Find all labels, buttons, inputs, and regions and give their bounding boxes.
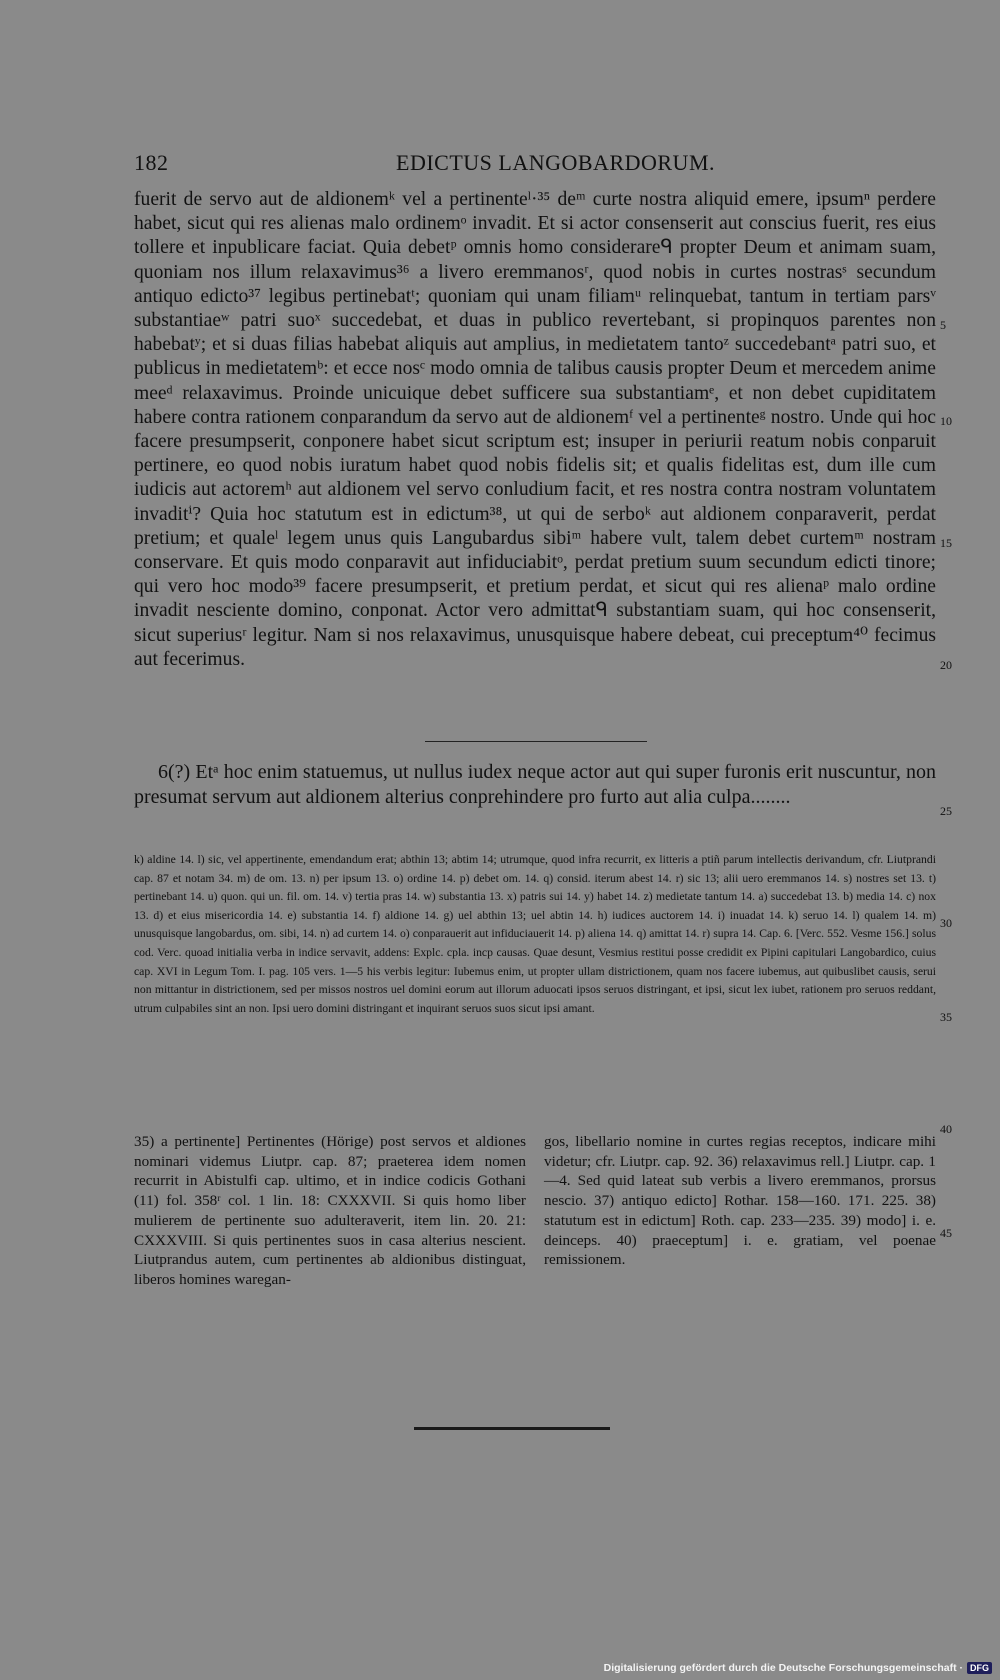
section-divider	[425, 741, 647, 742]
end-ornament-rule	[414, 1427, 610, 1430]
line-number: 45	[940, 1226, 952, 1240]
line-number: 40	[940, 1122, 952, 1136]
line-number: 20	[940, 658, 952, 672]
notes-column-left	[134, 1132, 526, 1290]
page-number: 182	[134, 150, 169, 175]
line-number: 25	[940, 804, 952, 818]
notes-column-right	[544, 1132, 936, 1270]
digitization-credit	[604, 1662, 992, 1674]
running-title: EDICTUS LANGOBARDORUM.	[396, 150, 716, 175]
line-number: 35	[940, 1010, 952, 1024]
chapter-6	[134, 760, 936, 810]
line-number: 10	[940, 414, 952, 428]
main-paragraph: fuerit de servo aut de aldionemᵏ vel a pertinenteˡ·³⁵ deᵐ curte nostra aliquid emere, ipsumⁿ perdere habet, sicut qui res alienas malo ordinemᵒ invadit. Et si actor consenserit aut conscius fuerit, res eius tollere et inpublicare faciat. Quia debetᵖ omnis homo considerareᑫ propter Deum et animam suam, quoniam nos illum relaxavimus³⁶ a livero eremmanosʳ, quod nobis in curtes nostrasˢ secundum antiquo edicto³⁷ legibus pertinebatᵗ; quoniam qui unam filiamᵘ relinquebat, tantum in tertiam parsᵛ substantiaeʷ patri suoˣ succedebat, et duas in publico revertebant, si propinquos parentes non habebatʸ; et si duas filias habebat aliquis aut amplius, in medietatem tantoᶻ succedebantᵃ patri suo, et publicus in medietatemᵇ: et ecce nosᶜ modo omnia de talibus causis propter Deum et mercedem anime meeᵈ relaxavimus. Proinde unicuique debet sufficere sua substantiamᵉ, et non debet cupiditatem habere contra rationem conparandum da servo aut de aldionemᶠ vel a pertinenteᵍ nostro. Unde qui hoc facere presumpserit, conponere habet sicut scriptum est; insuper in periurii reatum nobis conparuit pertinere, eo quod nobis iuratum habet quod nobis fidelis sit; et qualis fidelitas est, dum ille cum iudicis aut actoremʰ aut aldionem vel servo conludium facit, et res nostra contra nostram voluntatem invaditⁱ? Quia hoc statutum est in edictum³⁸, ut qui de serboᵏ aut aldionem conparaverit, perdat pretium; et qualeˡ legem unus quis Langubardus sibiᵐ habere vult, talem debet curtemᵐ nostram conservare. Et quis modo conparavit aut infiduciabitᵒ, perdat pretium suum secundum edicti tinore; qui vero hoc modo³⁹ facere presumpserit, et pretium perdat, et sicut qui res alienaᵖ malo ordine invadit nesciente domino, conponat. Actor vero admittatᑫ substantiam suam, qui hoc consenserit, sicut superiusʳ legitur. Nam si nos relaxavimus, unusquisque habere debeat, cui preceptum⁴⁰ fecimus aut fecerimus.	[134, 189, 936, 670]
notes-left-text: 35) a pertinente] Pertinentes (Hörige) post servos et aldiones nominari videmus Liutpr. cap. 87; praeterea idem nomen recurrit in Abistulfi cap. ultimo, et in indice codicis Gothani (11) fol. 358ʳ col. 1 lin. 18: CXXXVII. Si quis homo liber mulierem de pertinente suo adulteraverit, item lin. 20. 21: CXXXVIII. Si quis pertinentes suos in casa alterius nescient. Liutprandus autem, cum pertinentes ab aldionibus distinguat, liberos homines waregan-	[134, 1133, 526, 1288]
line-number: 15	[940, 536, 952, 550]
dfg-logo: DFG	[967, 1662, 992, 1674]
line-number: 5	[940, 318, 946, 332]
critical-apparatus	[134, 851, 936, 1018]
line-number: 30	[940, 916, 952, 930]
chapter-6-text: 6(?) Etᵃ hoc enim statuemus, ut nullus iudex neque actor aut qui super furonis erit nuscuntur, non presumat servum aut aldionem alterius conprehindere pro furto aut alia culpa........	[134, 761, 936, 808]
credit-text: Digitalisierung gefördert durch die Deutsche Forschungsgemeinschaft ·	[603, 1662, 963, 1674]
edict-main-text	[134, 188, 936, 672]
notes-right-text: gos, libellario nomine in curtes regias receptos, indicare mihi videtur; cfr. Liutpr. cap. 92. 36) relaxavimus rell.] Liutpr. cap. 1—4. Sed quid lateat sub verbis a livero eremmanos, prorsus nescio. 37) antiquo edicto] Rothar. 158—160. 171. 225. 38) statutum est in edictum] Roth. cap. 233—235. 39) modo] i. e. deinceps. 40) praeceptum] i. e. gratiam, vel poenae remissionem.	[544, 1133, 936, 1269]
footnotes-text: k) aldine 14. l) sic, vel appertinente, emendandum erat; abthin 13; abtim 14; utrumque, quod infra recurrit, ex litteris a ptiñ parum intellectis derivandum, cfr. Liutprandi cap. 87 et notam 34. m) de om. 13. n) per ipsum 13. o) ordine 14. p) debet om. 14. q) consid. iterum abest 14. r) sic 13; alii uero eremmanos 14. s) nostres set 13. t) pertinebant 14. u) quon. qui un. fil. om. 14. v) tertia pras 14. w) substantia 13. x) patris sui 14. y) habet 14. z) medietate tantum 14. a) succedebat 13. b) media 14. c) nox 13. d) et eius misericordia 14. e) substantia 14. f) aldione 14. g) uel abthin 13; uel abtin 14. h) iudices auctorem 14. i) inuadat 14. k) seruo 14. l) qualem 14. m) unusquisque langobardus, om. sibi, 14. n) ad curtem 14. o) conparauerit aut infiduciauerit 14. p) aliena 14. q) amittat 14. r) supra 14. Cap. 6. [Verc. 552. Vesme 156.] solus cod. Verc. quoad initialia verba in indice servavit, addens: Explc. cpla. incp causas. Quae desunt, Vesmius restitui posse credidit ex Pipini capitulari Langobardico, cuius cap. XVI in Legum Tom. I. pag. 105 vers. 1—5 his verbis legitur: Iubemus enim, ut propter ullam districtionem, quam nos facere iubemus, aut quibuslibet causis, serui non mittantur in districtionem, sed per missos nostros uel domini eorum aut illorum aduocati ipsos seruos distringant, et ipsi, sicut lex iubet, rationem pro seruos reddant, utrum culpabiles sint an non. Ipsi uero domini distringant et inquirant seruos suos sicut ipsi amant.	[134, 853, 936, 1015]
